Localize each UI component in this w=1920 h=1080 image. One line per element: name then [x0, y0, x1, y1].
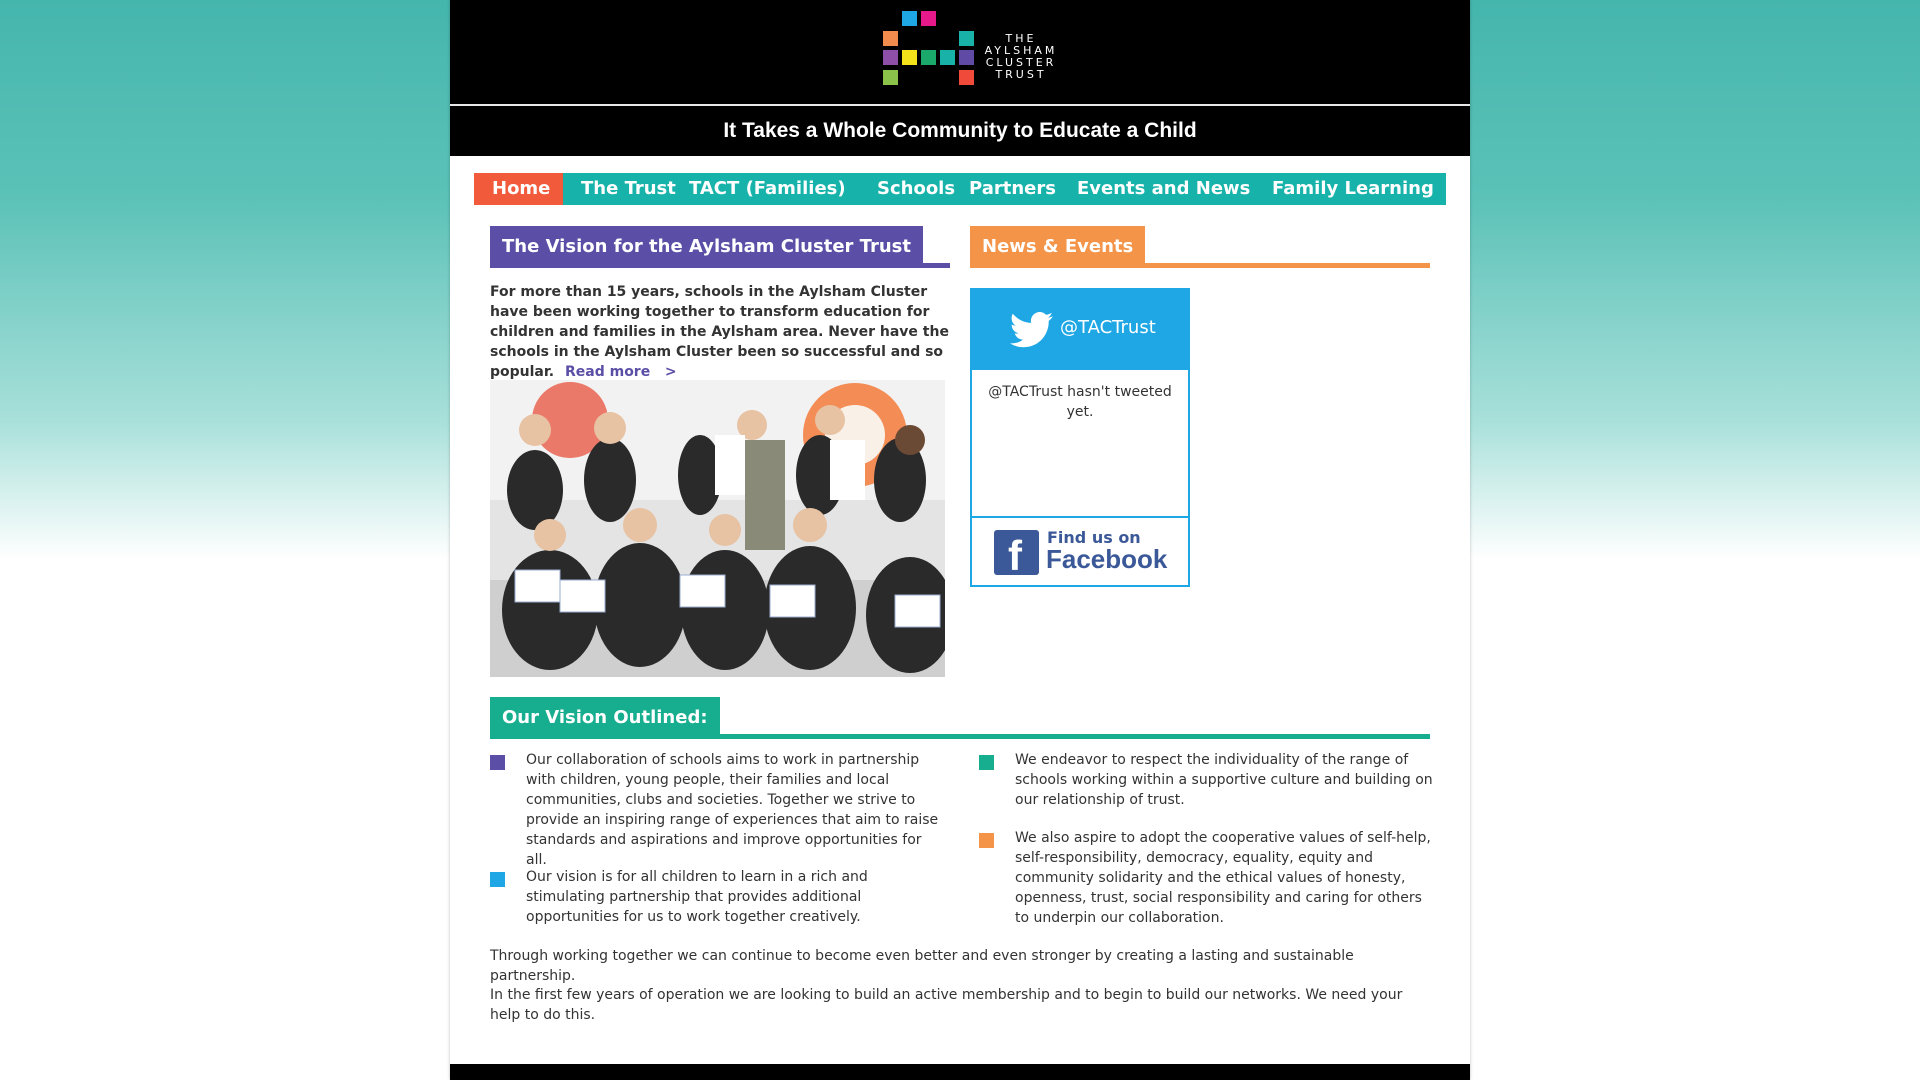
vision-heading-label: The Vision for the Aylsham Cluster Trust: [490, 226, 923, 268]
news-heading: [970, 226, 1430, 268]
logo-word: CLUSTER: [985, 56, 1057, 69]
outline-heading: [490, 697, 1430, 739]
students-photo-illustration: [490, 380, 945, 677]
vision-intro: [490, 282, 950, 382]
bullet-square: [490, 872, 505, 887]
vision-bullet-text: Our collaboration of schools aims to work in partnership with children, young people, their families and local communities, clubs and societies. Together we strive to provide an inspiring range of experiences that aim to raise standards and aspirations and improve opportunities for all.: [526, 752, 939, 868]
site-logo[interactable]: [876, 11, 1066, 87]
logo-square: [883, 70, 898, 85]
bullet-square: [979, 833, 994, 848]
twitter-divider: [972, 516, 1188, 518]
logo-square: [902, 11, 917, 26]
vision-heading: [490, 226, 950, 268]
twitter-handle[interactable]: @TACTrust: [1060, 317, 1156, 338]
facebook-line1: Find us on: [1047, 528, 1141, 547]
students-photo: [490, 380, 945, 677]
read-more-link[interactable]: Read more >: [564, 364, 677, 380]
nav-item-family-learning[interactable]: Family Learning: [1272, 178, 1434, 199]
facebook-line2: Facebook: [1046, 544, 1168, 574]
logo-square: [921, 50, 936, 65]
vision-bullet-text: Our vision is for all children to learn in a rich and stimulating partnership that provides additional opportunities for us to work together creatively.: [526, 869, 868, 925]
logo-square: [902, 50, 917, 65]
logo-word: AYLSHAM: [984, 44, 1058, 57]
nav-item-events-and-news[interactable]: Events and News: [1077, 178, 1251, 199]
site-header: [450, 0, 1470, 104]
news-heading-label: News & Events: [970, 226, 1145, 268]
page-container: [450, 0, 1470, 1080]
twitter-widget: [970, 288, 1190, 587]
tagline-bar: [450, 106, 1470, 156]
logo-square: [959, 70, 974, 85]
logo-square: [921, 11, 936, 26]
logo-square: [940, 50, 955, 65]
vision-intro-text: For more than 15 years, schools in the Aylsham Cluster have been working together to transform education for children and families in the Aylsham area. Never have the schools in the Aylsham Cluster been so successful and so popular.: [490, 284, 949, 380]
logo-square: [959, 50, 974, 65]
twitter-bird-icon: [1010, 312, 1054, 348]
outline-heading-label: Our Vision Outlined:: [490, 697, 720, 739]
twitter-empty-message: @TACTrust hasn't tweeted yet.: [988, 384, 1172, 420]
logo-square: [883, 31, 898, 46]
partnership-paragraph: Through working together we can continue to become even better and even stronger by creating a lasting and sustainable partnership.: [490, 948, 1354, 984]
nav-item-schools[interactable]: Schools: [877, 178, 956, 199]
site-tagline: It Takes a Whole Community to Educate a Child: [723, 119, 1197, 142]
bullet-square: [979, 755, 994, 770]
vision-bullet-text: We endeavor to respect the individuality of the range of schools working within a supportive culture and building on our relationship of trust.: [1015, 752, 1433, 808]
logo-word: THE: [1005, 32, 1037, 45]
nav-item-partners[interactable]: Partners: [969, 178, 1056, 199]
vision-bullet-text: We also aspire to adopt the cooperative values of self-help, self-responsibility, democracy, equality, equity and community solidarity and the ethical values of honesty, openness, trust, social responsibility and caring for others to underpin our collaboration.: [1015, 830, 1431, 926]
logo-square: [883, 50, 898, 65]
twitter-header[interactable]: [972, 290, 1188, 370]
logo-square: [959, 31, 974, 46]
nav-item-home[interactable]: Home: [474, 173, 563, 205]
facebook-badge[interactable]: [994, 528, 1174, 579]
nav-item-the-trust[interactable]: The Trust: [581, 178, 676, 199]
membership-paragraph: In the first few years of operation we are looking to build an active membership and to begin to build our networks. We need your help to do this.: [490, 987, 1403, 1023]
site-footer: [450, 1064, 1470, 1080]
logo-wordmark: [984, 33, 1058, 81]
main-nav: [474, 173, 1446, 205]
logo-word: TRUST: [995, 68, 1047, 81]
facebook-icon: f: [994, 530, 1039, 575]
nav-item-tact-families[interactable]: TACT (Families): [689, 178, 846, 199]
bullet-square: [490, 755, 505, 770]
